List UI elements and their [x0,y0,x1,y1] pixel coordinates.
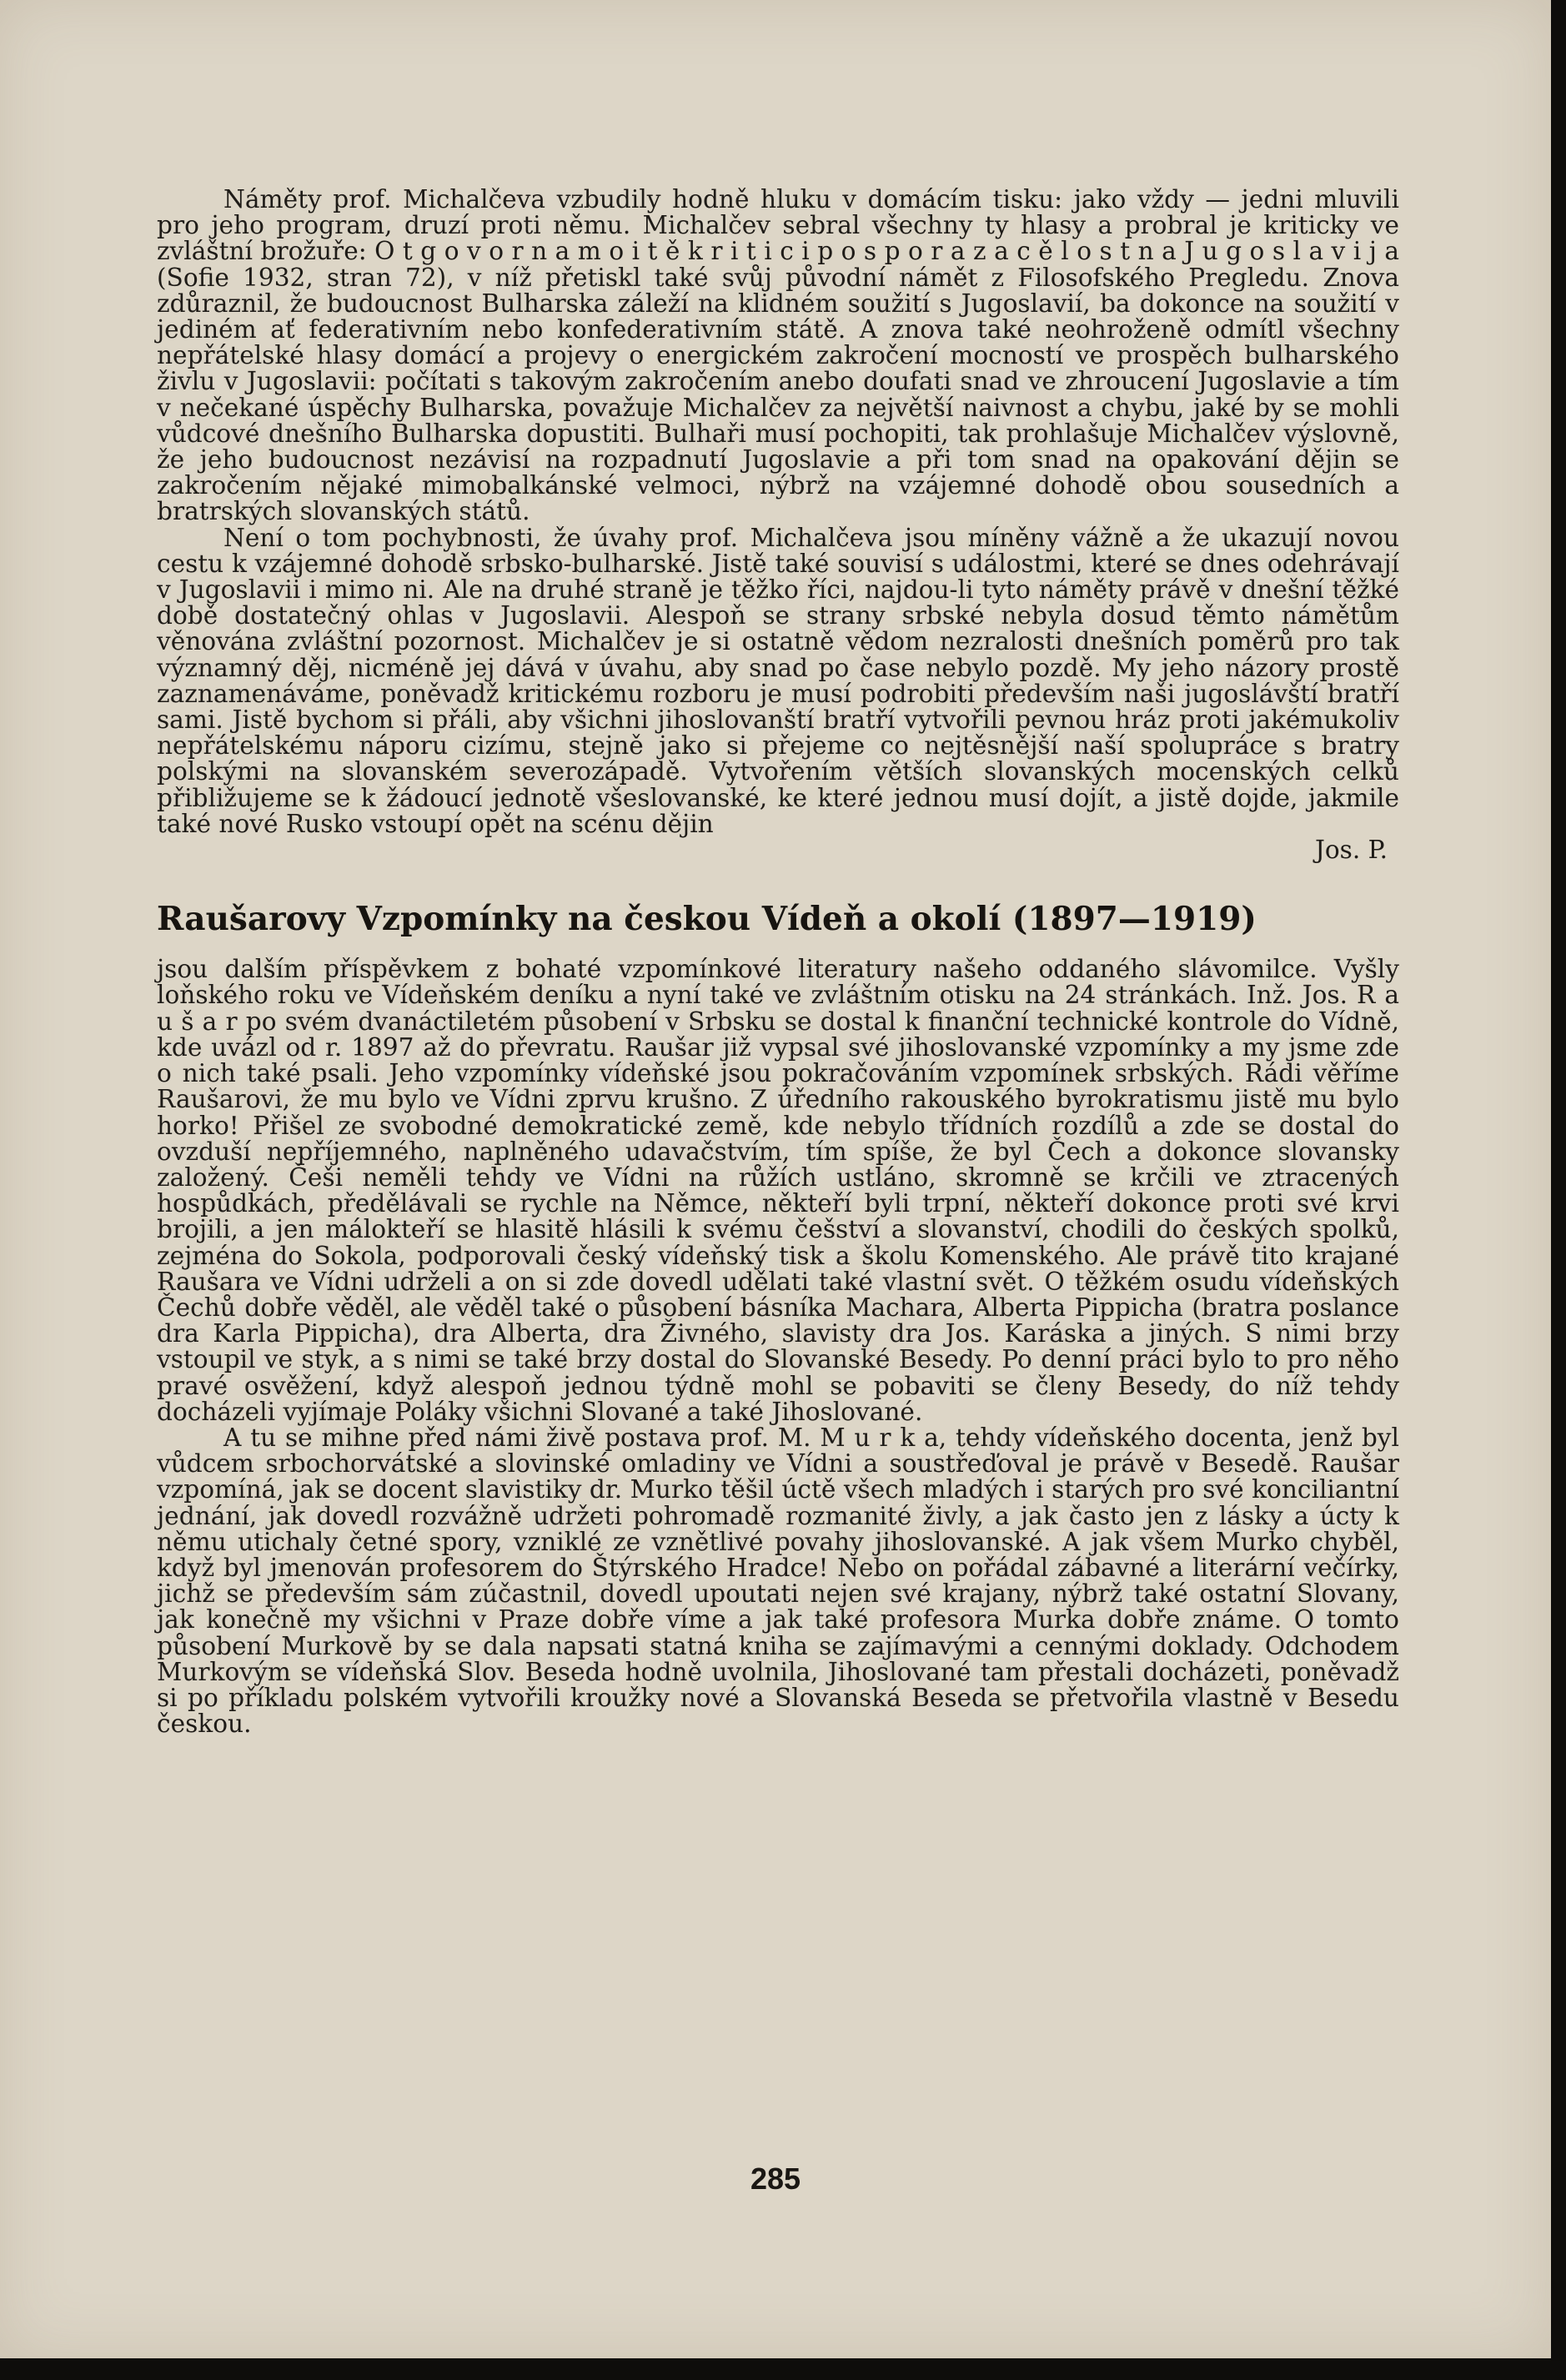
article-rausar [157,900,1399,1737]
page-number: 285 [750,2162,801,2196]
paragraph: jsou dalším příspěvkem z bohaté vzpomínkové literatury našeho oddaného slávomilce. Vyšly loňského roku ve Vídeňském deníku a nyní také ve zvláštním otisku na 24 stránkách. Inž. Jos. R a u š a r po svém dvanáctiletém působení v Srbsku se dostal k finanční technické kontrole do Vídně, kde uvázl od r. 1897 až do převratu. Raušar již vypsal své jihoslovanské vzpomínky a my jsme zde o nich také psali. Jeho vzpomínky vídeňské jsou pokračováním vzpomínek srbských. Rádi věříme Raušarovi, že mu bylo ve Vídni zprvu krušno. Z úředního rakouského byrokratismu jistě mu bylo horko! Přišel ze svobodné demokratické země, kde nebylo třídních rozdílů a zde se dostal do ovzduší nepříjemného, naplněného udavačstvím, tím spíše, že byl Čech a dokonce slovansky založený. Češi neměli tehdy ve Vídni na růžích ustláno, skromně se krčili ve ztracených hospůdkách, předělávali se rychle na Němce, někteří byli trpní, někteří dokonce proti své krvi brojili, a jen málokteří se hlasitě hlásili k svému češství a slovanství, chodili do českých spolků, zejména do Sokola, podporovali český vídeňský tisk a školu Komenského. Ale právě tito krajané Raušara ve Vídni udrželi a on si zde dovedl udělati také vlastní svět. O těžkém osudu vídeňských Čechů dobře věděl, ale věděl také o působení básníka Machara, Alberta Pippicha (bratra poslance dra Karla Pippicha), dra Alberta, dra Živného, slavisty dra Jos. Karáska a jiných. S nimi brzy vstoupil ve styk, a s nimi se také brzy dostal do Slovanské Besedy. Po denní práci bylo to pro něho pravé osvěžení, když alespoň jednou týdně mohl se pobaviti se členy Besedy, do níž tehdy docházeli vyjímaje Poláky všichni Slované a také Jihoslované. [157,955,1399,1426]
page-content [157,187,1399,1737]
author-signature: Jos. P. [1314,836,1388,865]
article-michalcev [157,187,1399,863]
paragraph: Náměty prof. Michalčeva vzbudily hodně hluku v domácím tisku: jako vždy — jedni mluvili pro jeho program, druzí proti němu. Michalčev sebral všechny ty hlasy a probral je kriticky ve zvláštní brožuře: O t g o v o r n a m o i t ě k r i t i c i p o s p o r a z a c ě l o s t n a J u g o s l a v i j a (Sofie 1932, stran 72), v níž přetiskl také svůj původní námět z Filosofského Pregledu. Znova zdůraznil, že budoucnost Bulharska záleží na klidném soužití s Jugoslavií, ba dokonce na soužití v jediném ať federativním nebo konfederativním státě. A znova také neohroženě odmítl všechny nepřátelské hlasy domácí a projevy o energickém zakročení mocností ve prospěch bulharského živlu v Jugoslavii: počítati s takovým zakročením anebo doufati snad ve zhroucení Jugoslavie a tím v nečekané úspěchy Bulharska, považuje Michalčev za největší naivnost a chybu, jaké by se mohli vůdcové dnešního Bulharska dopustiti. Bulhaři musí pochopiti, tak prohlašuje Michalčev výslovně, že jeho budoucnost nezávisí na rozpadnutí Jugoslavie a při tom snad na opakování dějin se zakročením nějaké mimobalkánské velmoci, nýbrž na vzájemné dohodě obou sousedních a bratrských slovanských států. [157,185,1399,526]
paragraph: Není o tom pochybnosti, že úvahy prof. Michalčeva jsou míněny vážně a že ukazují novou cestu k vzájemné dohodě srbsko-bulharské. Jistě také souvisí s událostmi, které se dnes odehrávají v Jugoslavii i mimo ni. Ale na druhé straně je těžko říci, najdou-li tyto náměty právě v dnešní těžké době dostatečný ohlas v Jugoslavii. Alespoň se strany srbské nebyla dosud těmto námětům věnována zvláštní pozornost. Michalčev je si ostatně vědom nezralosti dnešních poměrů pro tak významný děj, nicméně jej dává v úvahu, aby snad po čase nebylo pozdě. My jeho názory prostě zaznamenáváme, poněvadž kritickému rozboru je musí podrobiti především naši jugoslávští bratří sami. Jistě bychom si přáli, aby všichni jihoslovanští bratří vytvořili pevnou hráz proti jakémukoliv nepřátelskému náporu cizímu, stejně jako si přejeme co nejtěsnější naší spolupráce s bratry polskými na slovanském severozápadě. Vytvořením větších slovanských mocenských celků přibližujeme se k žádoucí jednotě všeslovanské, ke které jednou musí dojít, a jistě dojde, jakmile také nové Rusko vstoupí opět na scénu dějin [157,523,1399,838]
article-title: Raušarovy Vzpomínky na českou Vídeň a okolí (1897—1919) [157,900,1257,939]
paragraph: A tu se mihne před námi živě postava prof. M. M u r k a, tehdy vídeňského docenta, jenž byl vůdcem srbochorvátské a slovinské omladiny ve Vídni a soustřeďoval je právě v Besedě. Raušar vzpomíná, jak se docent slavistiky dr. Murko těšil úctě všech mladých i starých pro své konciliantní jednání, jak dovedl rozvážně udržeti pohromadě rozmanité živly, a jak často jen z lásky a úcty k němu utichaly četné spory, vzniklé ze vznětlivé povahy jihoslovanské. A jak všem Murko chyběl, když byl jmenován profesorem do Štýrského Hradce! Nebo on pořádal zábavné a literární večírky, jichž se především sám zúčastnil, dovedl upoutati nejen své krajany, nýbrž také ostatní Slovany, jak konečně my všichni v Praze dobře víme a jak také profesora Murka dobře známe. O tomto působení Murkově by se dala napsati statná kniha se zajímavými a cennými doklady. Odchodem Murkovým se vídeňská Slov. Beseda hodně uvolnila, Jihoslované tam přestali docházeti, poněvadž si po příkladu polském vytvořili kroužky nové a Slovanská Beseda se přetvořila vlastně v Besedu českou. [157,1423,1399,1739]
